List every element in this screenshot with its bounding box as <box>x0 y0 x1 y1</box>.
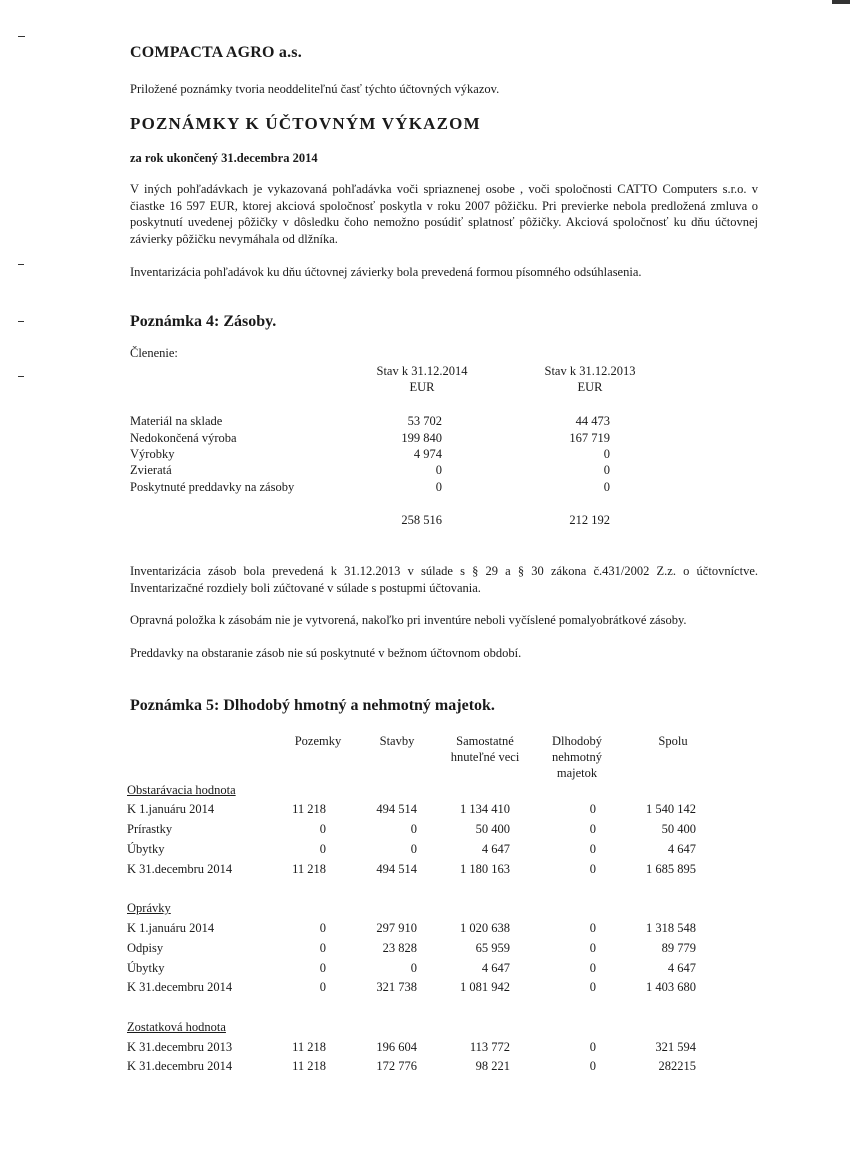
cell-dlhodoby: 0 <box>589 941 596 955</box>
note4-heading: Poznámka 4: Zásoby. <box>130 313 277 330</box>
note4-text1: Inventarizácia zásob bola prevedená k 31.12.2013 v súlade s § 29 a § 30 zákona č.431/2002 Z.z. o účtovníctve. Inventarizačné rozdiely boli zúčtované v súlade s postupmi účtovania. <box>130 564 758 595</box>
note4-total-2014: 258 516 <box>401 513 442 527</box>
cell-pozemky: 0 <box>319 921 326 935</box>
cell-samostatne: 113 772 <box>469 1040 510 1054</box>
note4-row-label: Zvieratá <box>130 463 172 477</box>
inventory-receivables-paragraph: Inventarizácia pohľadávok ku dňu účtovnej závierky bola prevedená formou písomného odsúhlasenia. <box>130 265 642 279</box>
note4-row-label: Poskytnuté preddavky na zásoby <box>130 480 295 494</box>
cell-pozemky: 11 218 <box>292 862 326 876</box>
cell-samostatne: 50 400 <box>475 822 510 836</box>
note4-col2-header: Stav k 31.12.2013 <box>544 364 636 378</box>
scan-mark <box>18 321 24 322</box>
note4-row-2014: 4 974 <box>413 447 442 461</box>
note5-header-spolu: Spolu <box>658 734 688 748</box>
row-label: K 1.januáru 2014 <box>127 802 215 816</box>
note4-row-2013: 0 <box>603 480 610 494</box>
note5-header-dlhodoby-2: nehmotný <box>552 750 602 764</box>
note4-row-2013: 44 473 <box>575 414 610 428</box>
cell-pozemky: 0 <box>319 822 326 836</box>
cell-dlhodoby: 0 <box>589 980 596 994</box>
note4-row-2013: 0 <box>603 447 610 461</box>
row-label: Úbytky <box>127 961 165 975</box>
cell-stavby: 0 <box>410 822 417 836</box>
note4-row-label: Výrobky <box>130 447 175 461</box>
cell-samostatne: 1 081 942 <box>460 980 510 994</box>
cell-stavby: 494 514 <box>376 802 417 816</box>
note4-col2-unit: EUR <box>577 380 603 394</box>
cell-spolu: 282215 <box>658 1059 696 1073</box>
scan-mark <box>18 376 24 377</box>
note4-text2: Opravná položka k zásobám nie je vytvorená, nakoľko pri inventúre neboli vyčíslené pomalyobrátkové zásoby. <box>130 613 687 627</box>
row-label: K 1.januáru 2014 <box>127 921 215 935</box>
cell-spolu: 1 685 895 <box>646 862 696 876</box>
cell-pozemky: 11 218 <box>292 1040 326 1054</box>
scan-mark <box>832 0 850 4</box>
cell-dlhodoby: 0 <box>589 842 596 856</box>
note4-col1-unit: EUR <box>409 380 435 394</box>
note4-row-2014: 199 840 <box>401 431 442 445</box>
note4-row-2014: 53 702 <box>407 414 442 428</box>
cell-stavby: 0 <box>410 961 417 975</box>
cell-stavby: 494 514 <box>376 862 417 876</box>
cell-pozemky: 11 218 <box>292 1059 326 1073</box>
cell-stavby: 172 776 <box>376 1059 417 1073</box>
note5-header-pozemky: Pozemky <box>294 734 342 748</box>
note5-header-samostatne-1: Samostatné <box>456 734 514 748</box>
cell-samostatne: 1 134 410 <box>460 802 510 816</box>
scan-mark <box>18 36 25 37</box>
note4-col1-header: Stav k 31.12.2014 <box>376 364 468 378</box>
cell-dlhodoby: 0 <box>589 862 596 876</box>
cell-spolu: 50 400 <box>661 822 696 836</box>
cell-pozemky: 11 218 <box>292 802 326 816</box>
cell-stavby: 196 604 <box>376 1040 417 1054</box>
note5-header-dlhodoby-3: majetok <box>556 766 598 780</box>
row-label: K 31.decembru 2014 <box>127 1059 233 1073</box>
cell-samostatne: 4 647 <box>481 961 510 975</box>
cell-stavby: 0 <box>410 842 417 856</box>
cell-pozemky: 0 <box>319 961 326 975</box>
company-name: COMPACTA AGRO a.s. <box>130 44 302 61</box>
period-text: za rok ukončený 31.decembra 2014 <box>130 151 318 165</box>
row-label: K 31.decembru 2013 <box>127 1040 233 1054</box>
note4-row-2013: 167 719 <box>569 431 610 445</box>
cell-spolu: 321 594 <box>655 1040 696 1054</box>
note5-heading: Poznámka 5: Dlhodobý hmotný a nehmotný majetok. <box>130 697 495 714</box>
cell-spolu: 1 540 142 <box>646 802 696 816</box>
note4-text3: Preddavky na obstaranie zásob nie sú poskytnuté v bežnom účtovnom období. <box>130 646 522 660</box>
section-title: Zostatková hodnota <box>127 1020 226 1034</box>
intro-text: Priložené poznámky tvoria neoddeliteľnú časť týchto účtovných výkazov. <box>130 82 500 96</box>
cell-samostatne: 1 180 163 <box>460 862 510 876</box>
cell-pozemky: 0 <box>319 842 326 856</box>
cell-dlhodoby: 0 <box>589 822 596 836</box>
cell-dlhodoby: 0 <box>589 802 596 816</box>
row-label: K 31.decembru 2014 <box>127 862 233 876</box>
note5-header-samostatne-2: hnuteľné veci <box>450 750 520 764</box>
row-label: Úbytky <box>127 842 165 856</box>
cell-samostatne: 1 020 638 <box>460 921 510 935</box>
cell-spolu: 4 647 <box>667 842 696 856</box>
receivables-paragraph: V iných pohľadávkach je vykazovaná pohľadávka voči spriaznenej osobe , voči spoločnosti CATTO Computers s.r.o. v čiastke 16 597 EUR, ktorej akciová spoločnosť poskytla v roku 2007 pôžičku. Pri previerke nebola predložená zmluva o poskytnutí uvedenej pôžičky v dôsledku čoho nemožno posúdiť splatnosť pôžičky. Akciová spoločnosť ku dňu účtovnej závierky pôžičku nevymáhala od dlžníka. <box>130 182 758 246</box>
note4-row-label: Materiál na sklade <box>130 414 223 428</box>
note5-header-stavby: Stavby <box>379 734 415 748</box>
section-title: Obstarávacia hodnota <box>127 783 236 797</box>
cell-dlhodoby: 0 <box>589 961 596 975</box>
scan-mark <box>18 264 24 265</box>
note4-row-2013: 0 <box>603 463 610 477</box>
cell-samostatne: 65 959 <box>475 941 510 955</box>
cell-dlhodoby: 0 <box>589 1040 596 1054</box>
cell-spolu: 89 779 <box>661 941 696 955</box>
note4-clenenie: Členenie: <box>130 346 178 360</box>
section-title: Oprávky <box>127 901 171 915</box>
cell-dlhodoby: 0 <box>589 921 596 935</box>
cell-samostatne: 4 647 <box>481 842 510 856</box>
cell-spolu: 4 647 <box>667 961 696 975</box>
cell-dlhodoby: 0 <box>589 1059 596 1073</box>
row-label: K 31.decembru 2014 <box>127 980 233 994</box>
cell-samostatne: 98 221 <box>475 1059 510 1073</box>
cell-stavby: 297 910 <box>376 921 417 935</box>
note4-row-label: Nedokončená výroba <box>130 431 237 445</box>
note5-header-dlhodoby-1: Dlhodobý <box>552 734 602 748</box>
note4-row-2014: 0 <box>435 480 442 494</box>
note4-total-2013: 212 192 <box>569 513 610 527</box>
cell-stavby: 321 738 <box>376 980 417 994</box>
document-title: POZNÁMKY K ÚČTOVNÝM VÝKAZOM <box>130 114 481 133</box>
cell-stavby: 23 828 <box>382 941 417 955</box>
note4-row-2014: 0 <box>435 463 442 477</box>
row-label: Prírastky <box>127 822 173 836</box>
cell-spolu: 1 403 680 <box>646 980 696 994</box>
cell-spolu: 1 318 548 <box>646 921 696 935</box>
row-label: Odpisy <box>127 941 164 955</box>
cell-pozemky: 0 <box>319 941 326 955</box>
cell-pozemky: 0 <box>319 980 326 994</box>
